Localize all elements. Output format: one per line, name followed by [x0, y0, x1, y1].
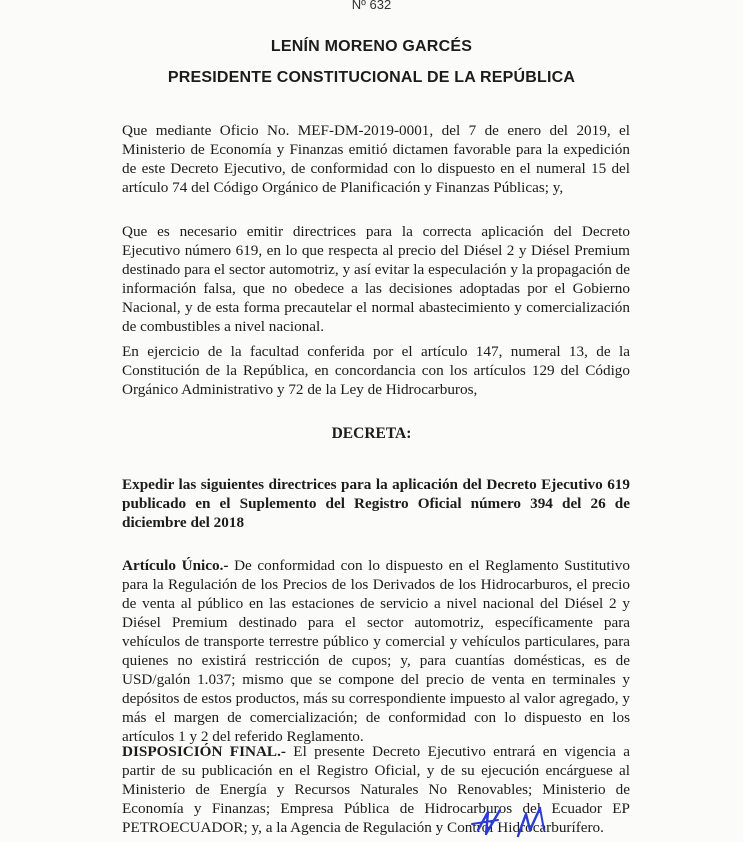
decree-number: Nº 632 [351, 0, 392, 12]
ejercicio-paragraph: En ejercicio de la facultad conferida por el artículo 147, numeral 13, de la Constitución de la República, en concordancia con los artículos 129 del Código Orgánico Administrativo y 72 de la Ley de Hidrocarburos, [122, 343, 630, 398]
president-title: PRESIDENTE CONSTITUCIONAL DE LA REPÚBLICA [167, 69, 576, 86]
articulo-unico-paragraph [122, 556, 630, 746]
articulo-unico-text: De conformidad con lo dispuesto en el Reglamento Sustitutivo para la Regulación de los Precios de los Derivados de los Hidrocarburos, el precio de venta al público en las estaciones de servicio a nivel nacional del Diésel 2 y Diésel Premium destinado para el sector automotriz, específicamente para vehículos de transporte terrestre público y comercial y vehículos particulares, para quienes no existirá restricción de cupos; y, para cuantías domésticas, es de USD/galón 1.037; mismo que se compone del precio de venta en terminales y depósitos de estos productos, más su correspondiente impuesto al valor agregado, y más el margen de comercialización; de conformidad con lo dispuesto en los artículos 1 y 2 del referido Reglamento. [122, 557, 630, 745]
decreta-heading: DECRETA: [331, 425, 412, 442]
considerando-paragraph-1: Que mediante Oficio No. MEF-DM-2019-0001, del 7 de enero del 2019, el Ministerio de Economía y Finanzas emitió dictamen favorable para la expedición de este Decreto Ejecutivo, de conformidad con lo dispuesto en el numeral 15 del artículo 74 del Código Orgánico de Planificación y Finanzas Públicas; y, [122, 122, 630, 196]
disposicion-final-label: DISPOSICIÓN FINAL.- [122, 743, 286, 760]
directive-title: Expedir las siguientes directrices para la aplicación del Decreto Ejecutivo 619 publicado en el Suplemento del Registro Oficial número 394 del 26 de diciembre del 2018 [122, 476, 630, 531]
president-name: LENÍN MORENO GARCÉS [270, 38, 473, 55]
articulo-unico-label: Artículo Único.- [122, 557, 229, 574]
disposicion-final-text: El presente Decreto Ejecutivo entrará en vigencia a partir de su publicación en el Registro Oficial, y de su ejecución encárguese al Ministerio de Energía y Recursos Naturales No Renovables; Ministerio de Economía y Finanzas; Empresa Pública de Hidrocarburos del Ecuador EP PETROECUADOR; y, a la Agencia de Regulación y Control Hidrocarburífero. [122, 743, 630, 836]
signature-mark [470, 800, 560, 842]
considerando-paragraph-2: Que es necesario emitir directrices para la correcta aplicación del Decreto Ejecutivo número 619, en lo que respecta al precio del Diésel 2 y Diésel Premium destinado para el sector automotriz, y así evitar la especulación y la propagación de información falsa, que no obedece a las decisiones adoptadas por el Gobierno Nacional, y de esta forma precautelar el normal abastecimiento y comercialización de combustibles a nivel nacional. [122, 223, 630, 335]
